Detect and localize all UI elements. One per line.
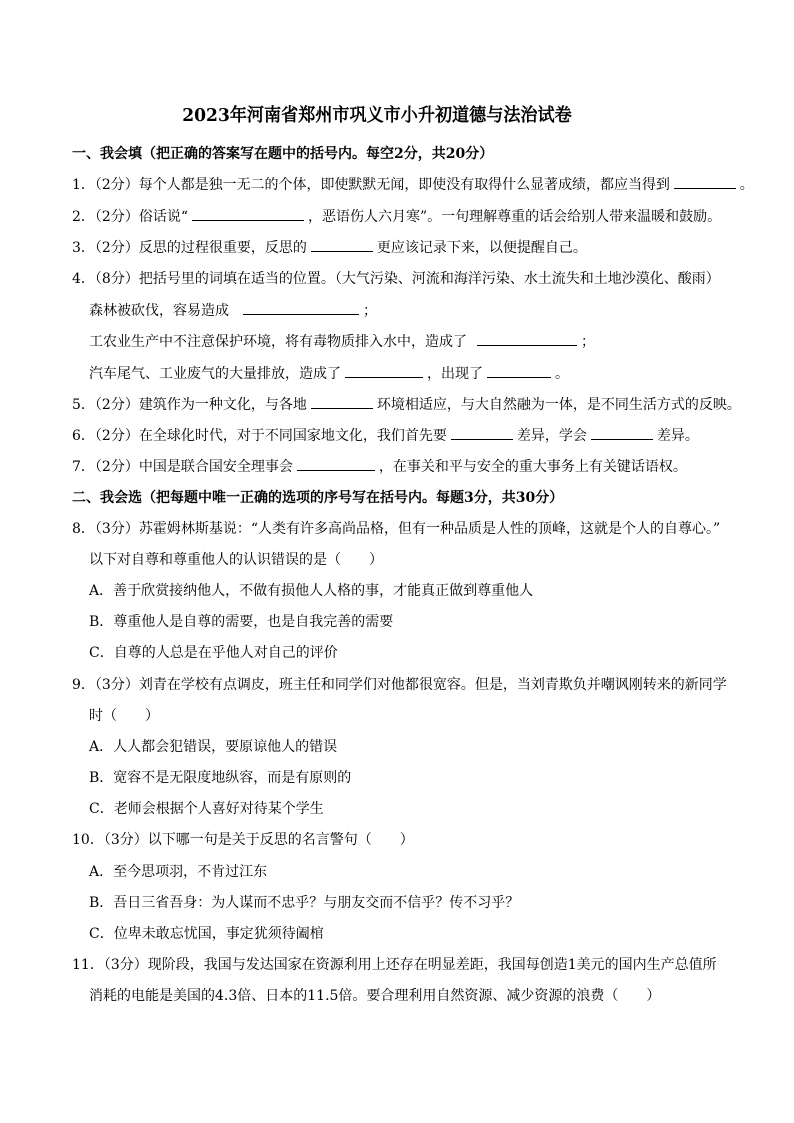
question-2-text: 2．（2分）俗话说“ xyxy=(72,209,188,225)
question-3-text: 3．（2分）反思的过程很重要，反思的 xyxy=(72,240,307,256)
option-b[interactable]: B．宽容不是无限度地纵容，而是有原则的 xyxy=(89,770,352,786)
question-7-text: 7．（2分）中国是联合国安全理事会 xyxy=(72,459,293,475)
answer-blank[interactable] xyxy=(311,395,373,409)
question-9-line-2: 时（ ） xyxy=(89,708,159,724)
answer-blank[interactable] xyxy=(311,238,373,252)
answer-blank[interactable] xyxy=(674,175,736,189)
question-11-line-1: 11．（3分）现阶段，我国与发达国家在资源利用上还存在明显差距，我国每创造1美元的国内生产总值所 xyxy=(72,957,717,973)
answer-blank[interactable] xyxy=(477,332,577,346)
answer-blank[interactable] xyxy=(451,426,513,440)
answer-blank[interactable] xyxy=(345,364,423,378)
option-c[interactable]: C．老师会根据个人喜好对待某个学生 xyxy=(89,801,324,817)
question-7: 7．（2分）中国是联合国安全理事会 ，在事关和平与安全的重大事务上有关键话语权。 xyxy=(72,459,687,475)
section-heading-choice: 二、我会选（把每题中唯一正确的选项的序号写在括号内。每题3分，共30分） xyxy=(72,490,564,506)
question-5: 5．（2分）建筑作为一种文化，与各地 环境相适应，与大自然融为一体，是不同生活方式的反映。 xyxy=(72,397,741,413)
option-a[interactable]: A．至今思项羽，不肯过江东 xyxy=(89,864,268,880)
option-a[interactable]: A．善于欣赏接纳他人，不做有损他人人格的事，才能真正做到尊重他人 xyxy=(89,583,534,599)
question-1-text: 1．（2分）每个人都是独一无二的个体，即使默默无闻，即使没有取得什么显著成绩，都应当得到 xyxy=(72,177,670,193)
answer-blank[interactable] xyxy=(192,207,304,221)
question-4-line-2: 工农业生产中不注意保护环境，将有毒物质排入水中，造成了 ； xyxy=(89,334,595,350)
option-c[interactable]: C．位卑未敢忘忧国，事定犹须待阖棺 xyxy=(89,926,324,942)
question-4-stem: 4．（8分）把括号里的词填在适当的位置。（大气污染、河流和海洋污染、水土流失和土地沙漠化、酸雨） xyxy=(72,271,720,287)
question-8-line-1: 8．（3分）苏霍姆林斯基说：“人类有许多高尚品格，但有一种品质是人性的顶峰，这就是个人的自尊心。” xyxy=(72,521,721,537)
answer-blank[interactable] xyxy=(243,301,359,315)
question-6-text: 6．（2分）在全球化时代，对于不同国家地文化，我们首先要 xyxy=(72,428,447,444)
option-b[interactable]: B．吾日三省吾身：为人谋而不忠乎？与朋友交而不信乎？传不习乎？ xyxy=(89,895,520,911)
option-c[interactable]: C．自尊的人总是在乎他人对自己的评价 xyxy=(89,645,338,661)
question-11-line-2: 消耗的电能是美国的4.3倍、日本的11.5倍。要合理利用自然资源、减少资源的浪费（ ） xyxy=(89,988,661,1004)
question-6: 6．（2分）在全球化时代，对于不同国家地文化，我们首先要 差异，学会 差异。 xyxy=(72,428,699,444)
question-3: 3．（2分）反思的过程很重要，反思的 更应该记录下来，以便提醒自己。 xyxy=(72,240,587,256)
answer-blank[interactable] xyxy=(591,426,653,440)
question-1: 1．（2分）每个人都是独一无二的个体，即使默默无闻，即使没有取得什么显著成绩，都应当得到 。 xyxy=(72,177,754,193)
answer-blank[interactable] xyxy=(297,457,375,471)
question-10-line-1: 10．（3分）以下哪一句是关于反思的名言警句（ ） xyxy=(72,832,414,848)
question-8-line-2: 以下对自尊和尊重他人的认识错误的是（ ） xyxy=(89,552,383,568)
question-9-line-1: 9．（3分）刘青在学校有点调皮，班主任和同学们对他都很宽容。但是，当刘青欺负并嘲讽刚转来的新同学 xyxy=(72,677,727,693)
option-a[interactable]: A．人人都会犯错误，要原谅他人的错误 xyxy=(89,739,338,755)
option-b[interactable]: B．尊重他人是自尊的需要，也是自我完善的需要 xyxy=(89,614,394,630)
question-4-line-1: 森林被砍伐，容易造成 ； xyxy=(89,303,377,319)
question-4-line-3: 汽车尾气、工业废气的大量排放，造成了 ，出现了 。 xyxy=(89,366,569,382)
question-5-text: 5．（2分）建筑作为一种文化，与各地 xyxy=(72,397,307,413)
answer-blank[interactable] xyxy=(487,364,551,378)
section-heading-fill: 一、我会填（把正确的答案写在题中的括号内。每空2分，共20分） xyxy=(72,146,494,162)
question-2: 2．（2分）俗话说“ ，恶语伤人六月寒”。一句理解尊重的话会给别人带来温暖和鼓励。 xyxy=(72,209,722,225)
page-title: 2023年河南省郑州市巩义市小升初道德与法治试卷 xyxy=(182,105,572,126)
